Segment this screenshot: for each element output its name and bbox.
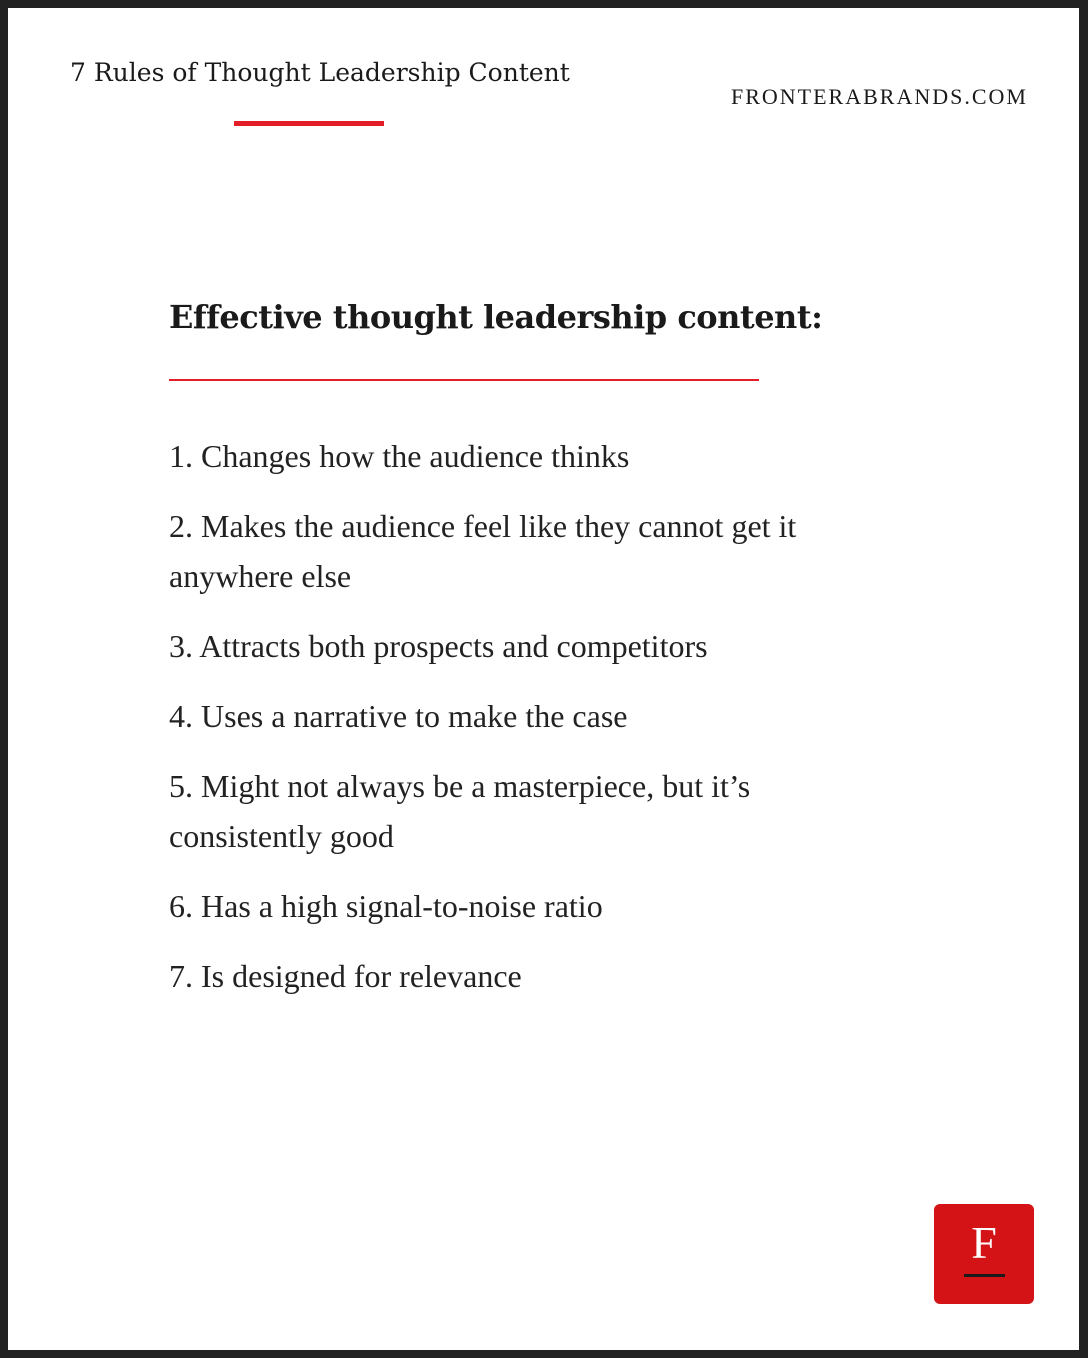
logo-letter: F (971, 1217, 997, 1268)
content-section (169, 298, 869, 1021)
brand-logo (934, 1204, 1034, 1304)
content-heading: Effective thought leadership content: (169, 298, 823, 336)
site-url: FRONTERABRANDS.COM (731, 84, 1028, 109)
list-item: 2. Makes the audience feel like they cannot get it anywhere else (169, 508, 797, 594)
logo-underline (964, 1274, 1005, 1277)
list-item: 1. Changes how the audience thinks (169, 438, 630, 474)
page-title: 7 Rules of Thought Leadership Content (70, 58, 570, 87)
rules-list (169, 431, 869, 1001)
list-item: 7. Is designed for relevance (169, 958, 522, 994)
list-item: 3. Attracts both prospects and competitors (169, 628, 708, 664)
list-item: 5. Might not always be a masterpiece, but it’s consistently good (169, 768, 751, 854)
heading-divider (169, 379, 759, 381)
page (8, 8, 1079, 1350)
title-underline (234, 121, 384, 126)
list-item: 4. Uses a narrative to make the case (169, 698, 628, 734)
list-item: 6. Has a high signal-to-noise ratio (169, 888, 603, 924)
